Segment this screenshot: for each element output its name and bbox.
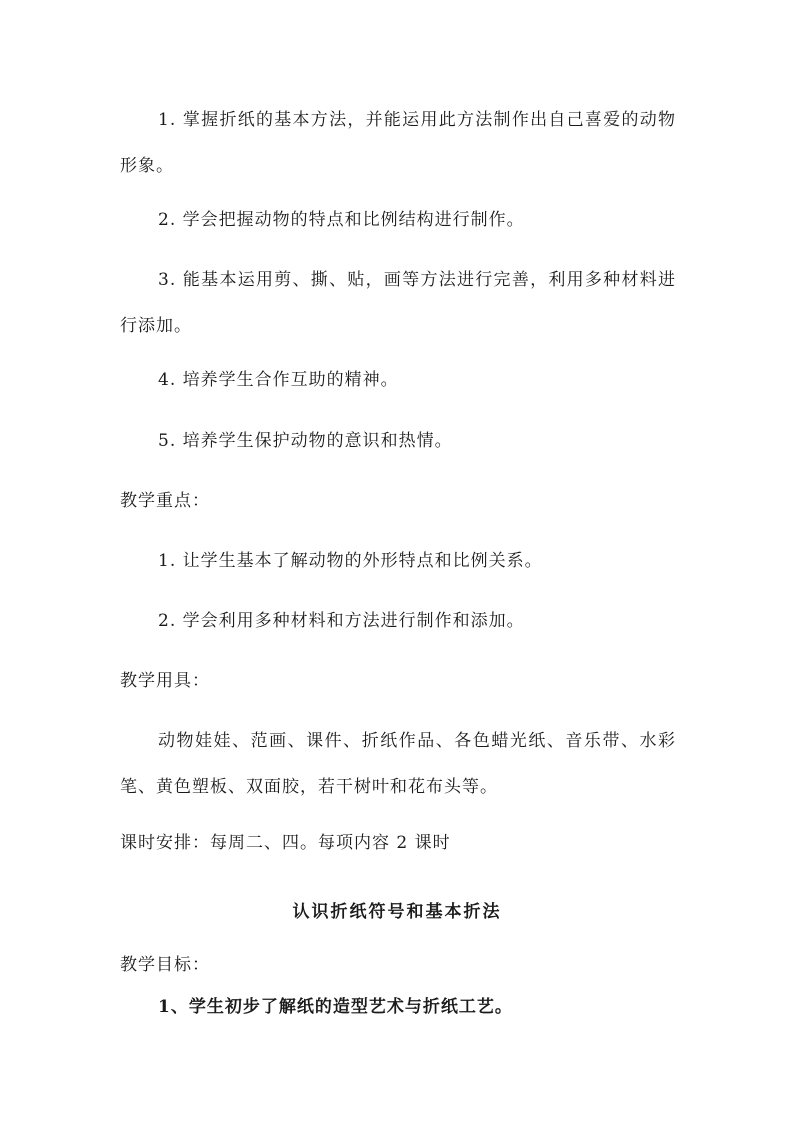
goal-1: 1、学生初步了解纸的造型艺术与折纸工艺。 [158, 997, 513, 1017]
key-point-2: 2. 学会利用多种材料和方法进行制作和添加。 [158, 611, 525, 631]
key-point-1: 1. 让学生基本了解动物的外形特点和比例关系。 [158, 551, 543, 571]
objective-1: 1. 掌握折纸的基本方法，并能运用此方法制作出自己喜爱的动物形象。 [120, 110, 676, 176]
objective-2: 2. 学会把握动物的特点和比例结构进行制作。 [158, 210, 525, 230]
objective-4: 4. 培养学生合作互助的精神。 [158, 370, 399, 390]
tools-heading: 教学用具： [120, 671, 210, 691]
section-title: 认识折纸符号和基本折法 [292, 902, 502, 922]
objective-3: 3. 能基本运用剪、撕、贴，画等方法进行完善，利用多种材料进行添加。 [120, 270, 676, 336]
objective-5: 5. 培养学生保护动物的意识和热情。 [158, 431, 453, 451]
schedule: 课时安排：每周二、四。每项内容 2 课时 [120, 833, 451, 853]
goals-heading: 教学目标： [120, 955, 210, 975]
tools-text: 动物娃娃、范画、课件、折纸作品、各色蜡光纸、音乐带、水彩笔、黄色塑板、双面胶，若干树叶和花布头等。 [120, 731, 676, 797]
key-points-heading: 教学重点： [120, 491, 210, 511]
